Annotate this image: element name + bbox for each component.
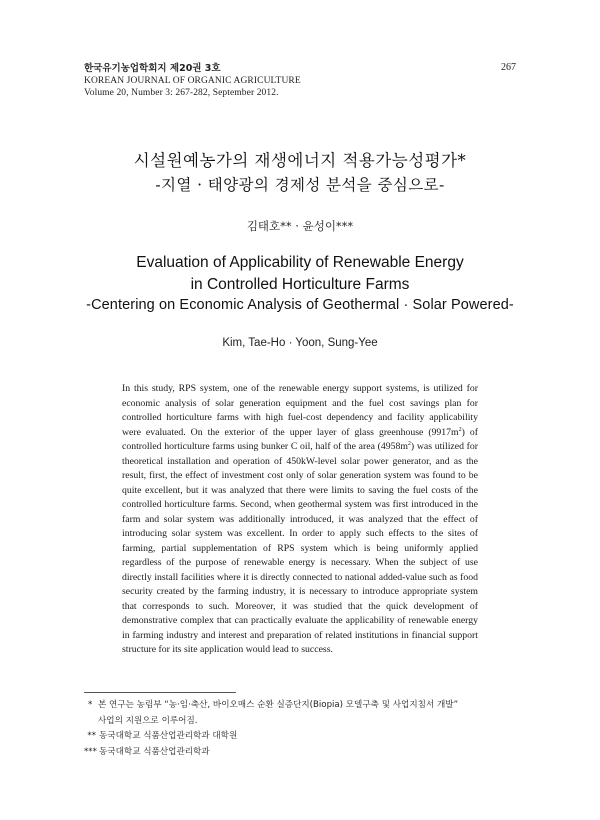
footnote-text-continuation: 사업의 지원으로 이루어짐. [98,715,198,726]
abstract-text-part3: ) was utilized for theoretical installation and operation of 450kW-level solar power generator, and as the result, first, the effect of investment cost only of solar generation system was found to be quite excellent, but it was analyzed that there were limits to saving the fuel costs of the controlled horticulture farms. Second, when geothermal system was first introduced in the farm and solar system was additionally introduced, it was analyzed that the effect of introducing solar system was excellent. In order to apply such effects to the sites of farming, partial supplementation of RPS system which is being uniformly applied regardless of the purpose of renewable energy is necessary. When the subject of use directly install facilities where it is directly connected to national added-value such as food security created by the farming industry, it is necessary to introduce appropriate system that corresponds to such. Moreover, it was studied that the quick development of demonstrative complex that can practically evaluate the applicability of renewable energy in farming industry and interest and preparation of related institutions in financial support structure for its site application would lead to success. [122,441,478,655]
journal-name-english: KOREAN JOURNAL OF ORGANIC AGRICULTURE [84,76,301,86]
footnote-text: 본 연구는 농림부 “농·임·축산, 바이오매스 순환 실증단지(Biopia) 모델구축 및 사업지침서 개발” [98,700,459,710]
footnote-mark: * [88,700,93,710]
footnote-text: 동국대학교 식품산업관리학과 [99,746,210,757]
footnote-divider [84,692,236,693]
volume-info: Volume 20, Number 3: 267-282, September 2012. [84,88,279,98]
journal-name-korean: 한국유기농업학회지 제20권 3호 [84,63,221,74]
footnote-first-author [84,729,534,745]
english-authors: Kim, Tae-Ho · Yoon, Sung-Yee [222,337,378,349]
english-subtitle: -Centering on Economic Analysis of Geothermal · Solar Powered- [86,297,514,313]
abstract-text-part1: In this study, RPS system, one of the renewable energy support systems, is utilized for economic analysis of solar generation equipment and the fuel cost savings plan for controlled horticulture farms with high fuel-cost dependency and facility applicability were evaluated. On the exterior of the upper layer of glass greenhouse (9917m [122,383,478,438]
english-title-line1: Evaluation of Applicability of Renewable Energy [136,254,464,271]
abstract-text-part2: ) of controlled horticulture farms using bunker C oil, half of the area (4958m [122,426,478,452]
korean-title: 시설원예농가의 재생에너지 적용가능성평가* [133,151,467,170]
abstract-superscript-1: 2 [458,426,462,433]
footnote-mark: *** [84,746,97,757]
footnote-second-author [84,745,534,761]
korean-authors: 김태호** · 윤성이*** [246,219,354,233]
journal-header [84,62,524,99]
english-title-line2: in Controlled Horticulture Farms [190,276,410,293]
footnote-text: 동국대학교 식품산업관리학과 대학원 [99,731,238,741]
abstract-superscript-2: 2 [407,440,411,447]
footnotes [84,698,534,760]
page-number: 267 [501,62,516,73]
footnote-mark: ** [87,731,96,741]
footnote-funding [84,698,534,729]
korean-subtitle: -지열 · 태양광의 경제성 분석을 중심으로- [155,176,445,194]
abstract [122,382,478,658]
